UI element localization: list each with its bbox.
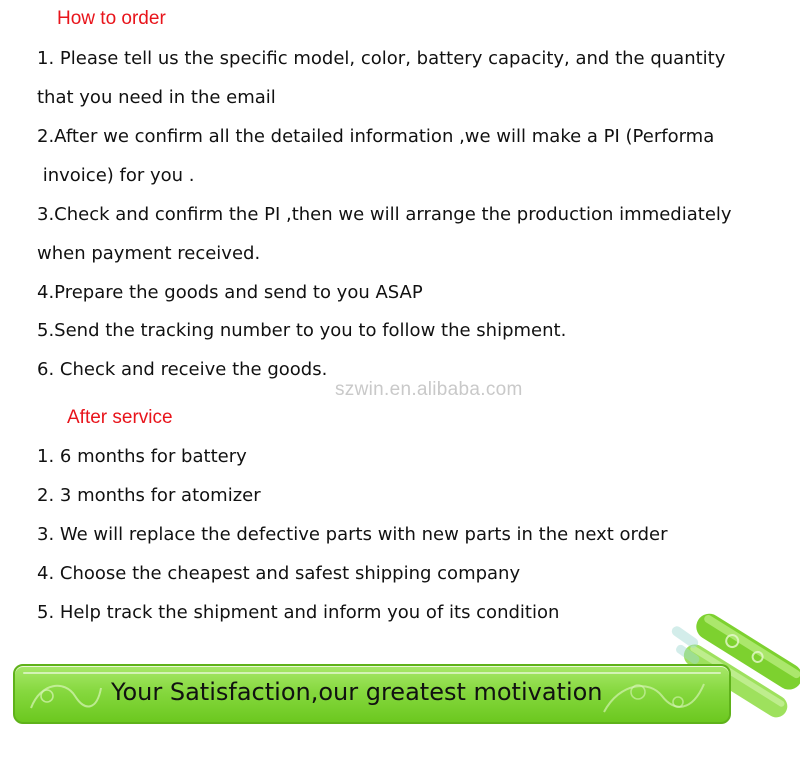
order-step-line: 4.Prepare the goods and send to you ASAP bbox=[37, 282, 423, 303]
banner-text: Your Satisfaction,our greatest motivation bbox=[111, 678, 603, 706]
banner-swirl-decoration bbox=[25, 674, 105, 718]
order-step-line: 2.After we confirm all the detailed information ,we will make a PI (Performa bbox=[37, 126, 715, 147]
order-step-line: 5.Send the tracking number to you to follow the shipment. bbox=[37, 320, 567, 341]
order-step-line: when payment received. bbox=[37, 243, 261, 264]
order-step-line: 3.Check and confirm the PI ,then we will arrange the production immediately bbox=[37, 204, 732, 225]
after-service-heading: After service bbox=[67, 407, 173, 428]
order-step-line: that you need in the email bbox=[37, 87, 276, 108]
after-service-line: 3. We will replace the defective parts with new parts in the next order bbox=[37, 524, 668, 545]
after-service-line: 4. Choose the cheapest and safest shipping company bbox=[37, 563, 521, 584]
how-to-order-heading: How to order bbox=[57, 8, 166, 29]
watermark: szwin.en.alibaba.com bbox=[335, 379, 523, 400]
after-service-line: 1. 6 months for battery bbox=[37, 446, 247, 467]
banner-swirl-decoration bbox=[600, 672, 710, 720]
after-service-line: 2. 3 months for atomizer bbox=[37, 485, 261, 506]
after-service-line: 5. Help track the shipment and inform you of its condition bbox=[37, 602, 560, 623]
order-step-line: 6. Check and receive the goods. bbox=[37, 359, 328, 380]
motivation-banner bbox=[13, 664, 731, 724]
order-step-line: invoice) for you . bbox=[37, 165, 195, 186]
order-step-line: 1. Please tell us the specific model, color, battery capacity, and the quantity bbox=[37, 48, 726, 69]
